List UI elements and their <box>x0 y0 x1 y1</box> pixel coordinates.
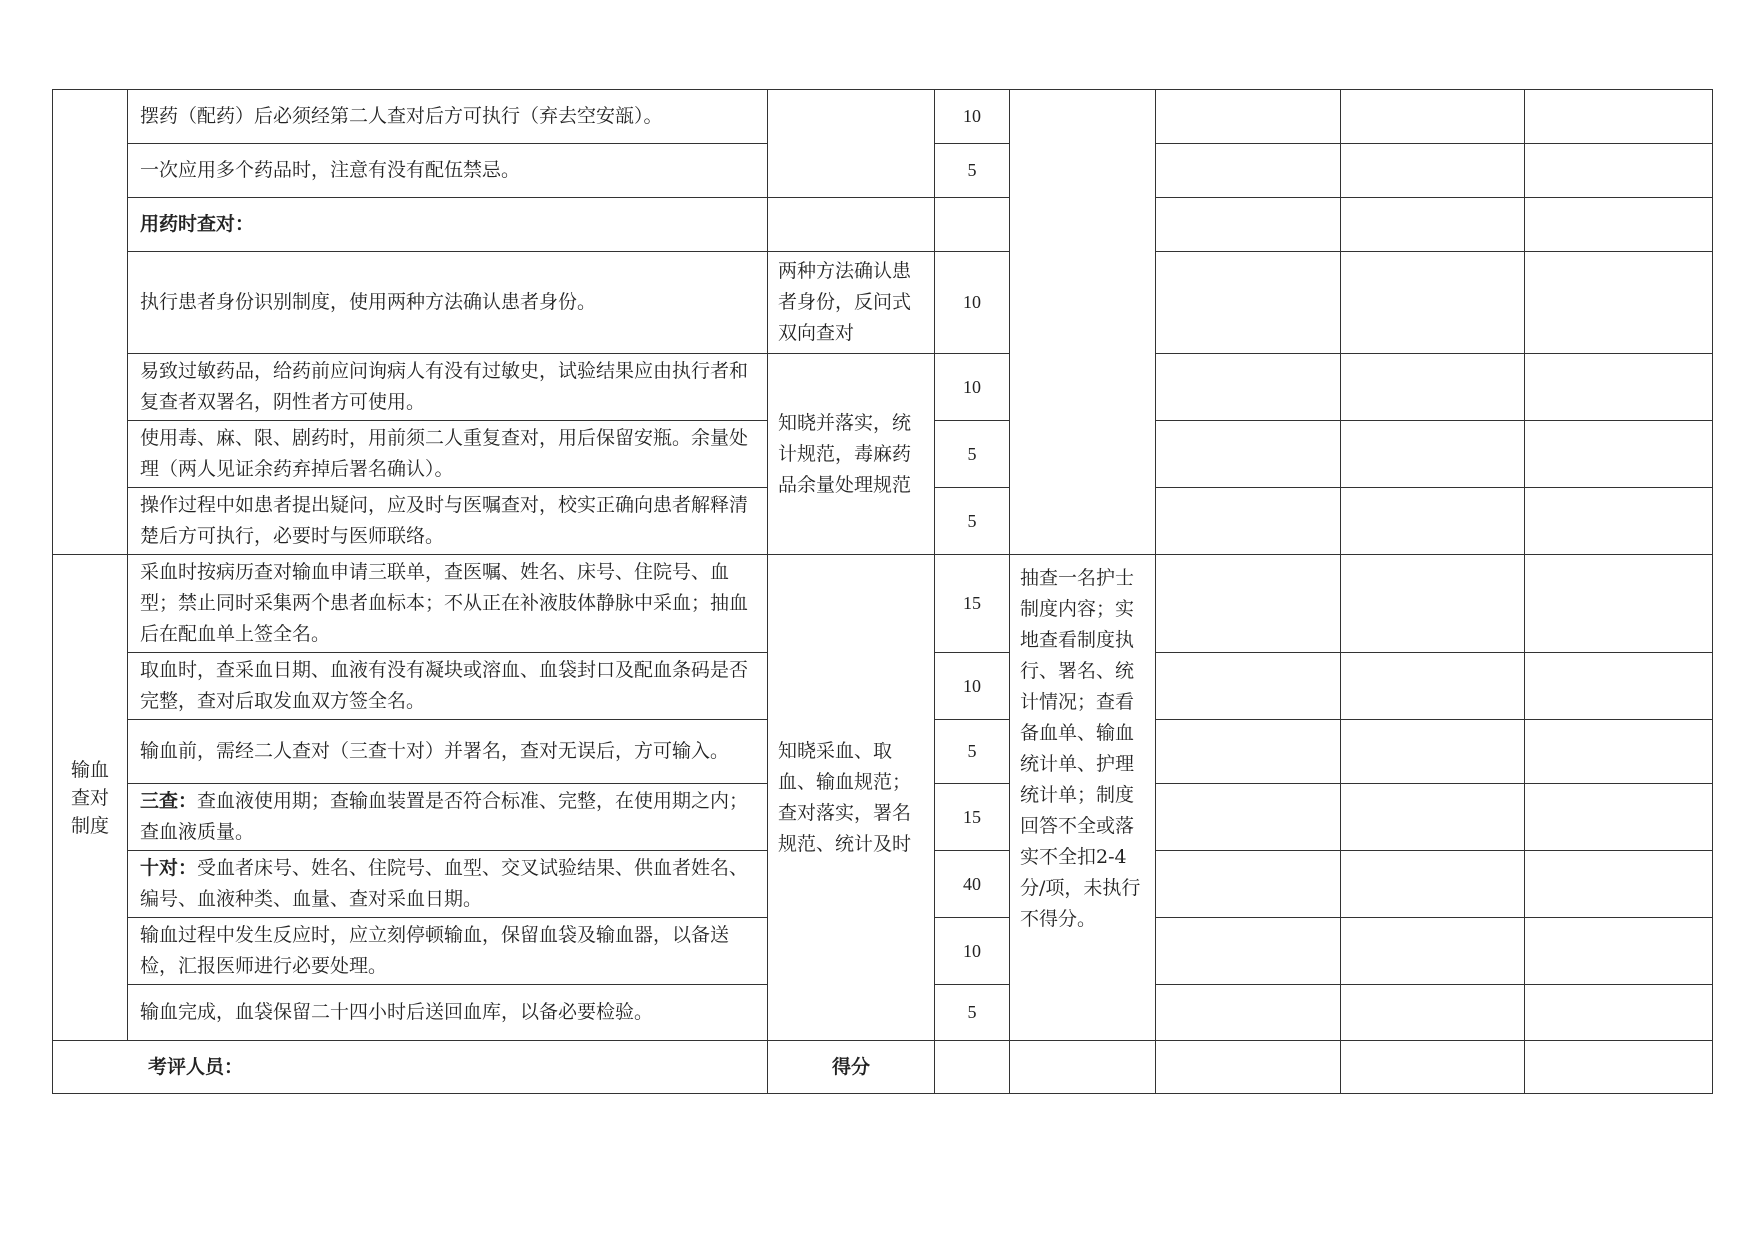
standard-text <box>128 653 768 720</box>
score-cell[interactable] <box>1341 354 1525 421</box>
table-row <box>53 252 1713 354</box>
points-value: 15 <box>935 555 1010 653</box>
points-value: 10 <box>935 653 1010 720</box>
points-value: 5 <box>935 488 1010 555</box>
note-transfusion: 知晓采血、取血、输血规范；查对落实，署名规范、统计及时 <box>768 555 935 1041</box>
standard-text <box>128 851 768 918</box>
score-cell[interactable] <box>1525 851 1713 918</box>
evaluator-label: 考评人员： <box>53 1041 768 1094</box>
score-cell[interactable] <box>1341 784 1525 851</box>
standard-body: 受血者床号、姓名、住院号、血型、交叉试验结果、供血者姓名、编号、血液种类、血量、查对采血日期。 <box>140 857 749 910</box>
score-cell[interactable] <box>1156 421 1341 488</box>
score-cell[interactable] <box>1525 354 1713 421</box>
score-cell[interactable] <box>1156 354 1341 421</box>
score-cell[interactable] <box>1525 90 1713 144</box>
score-cell[interactable] <box>1341 653 1525 720</box>
score-cell[interactable] <box>1341 720 1525 784</box>
standard-text: 操作过程中如患者提出疑问，应及时与医嘱查对，校实正确向患者解释清楚后方可执行，必要时与医师联络。 <box>128 488 768 555</box>
score-cell[interactable] <box>1156 144 1341 198</box>
score-cell[interactable] <box>1156 252 1341 354</box>
score-cell[interactable] <box>1525 1041 1713 1094</box>
score-cell[interactable] <box>1156 488 1341 555</box>
score-cell[interactable] <box>1525 252 1713 354</box>
points-value: 5 <box>935 720 1010 784</box>
score-cell[interactable] <box>1525 918 1713 985</box>
score-cell[interactable] <box>1525 198 1713 252</box>
category-label: 输血查对制度 <box>53 555 128 1041</box>
table-row <box>53 198 1713 252</box>
category-cell-empty <box>53 90 128 555</box>
note-cell-empty <box>768 90 935 198</box>
footer-row <box>53 1041 1713 1094</box>
points-value <box>935 198 1010 252</box>
score-cell[interactable] <box>1525 421 1713 488</box>
table-row <box>53 555 1713 653</box>
note-narcotics: 知晓并落实，统计规范，毒麻药品余量处理规范 <box>768 354 935 555</box>
standard-text <box>128 918 768 985</box>
score-cell[interactable] <box>1156 653 1341 720</box>
score-cell[interactable] <box>1341 918 1525 985</box>
standard-lead: 十对： <box>140 857 198 879</box>
score-cell[interactable] <box>1341 144 1525 198</box>
standard-body: 采血时按病历查对输血申请三联单，查医嘱、姓名、床号、住院号、血型；禁止同时采集两个患者血标本；不从正在补液肢体静脉中采血；抽血后在配血单上签全名。 <box>140 561 749 645</box>
score-cell[interactable] <box>1341 90 1525 144</box>
points-value: 10 <box>935 252 1010 354</box>
score-cell[interactable] <box>1525 985 1713 1041</box>
score-cell[interactable] <box>1341 252 1525 354</box>
score-cell[interactable] <box>1341 488 1525 555</box>
score-cell[interactable] <box>1156 90 1341 144</box>
points-value: 5 <box>935 144 1010 198</box>
score-cell[interactable] <box>1156 784 1341 851</box>
score-cell[interactable] <box>1156 720 1341 784</box>
note-cell-empty <box>768 198 935 252</box>
standard-text <box>128 985 768 1041</box>
score-label: 得分 <box>768 1041 935 1094</box>
standard-text: 使用毒、麻、限、剧药时，用前须二人重复查对，用后保留安瓶。余量处理（两人见证余药弃掉后署名确认）。 <box>128 421 768 488</box>
score-cell[interactable] <box>1341 985 1525 1041</box>
score-cell[interactable] <box>1156 851 1341 918</box>
method-text: 抽查一名护士制度内容；实地查看制度执行、署名、统计情况；查看备血单、输血统计单、护理统计单；制度回答不全或落实不全扣2-4分/项，未执行不得分。 <box>1010 555 1156 1041</box>
score-cell[interactable] <box>1341 555 1525 653</box>
score-cell[interactable] <box>1525 720 1713 784</box>
score-cell[interactable] <box>1156 918 1341 985</box>
standard-text: 一次应用多个药品时，注意有没有配伍禁忌。 <box>128 144 768 198</box>
score-cell[interactable] <box>1341 198 1525 252</box>
points-value: 10 <box>935 90 1010 144</box>
points-value: 40 <box>935 851 1010 918</box>
subsection-heading: 用药时查对： <box>128 198 768 252</box>
standard-text <box>128 720 768 784</box>
table-row <box>53 90 1713 144</box>
score-cell[interactable] <box>1525 144 1713 198</box>
score-cell[interactable] <box>1156 198 1341 252</box>
score-cell[interactable] <box>1341 851 1525 918</box>
score-cell[interactable] <box>1156 555 1341 653</box>
points-value: 10 <box>935 918 1010 985</box>
standard-body: 取血时，查采血日期、血液有没有凝块或溶血、血袋封口及配血条码是否完整，查对后取发血双方签全名。 <box>140 659 749 712</box>
score-cell[interactable] <box>1156 985 1341 1041</box>
standard-lead: 三查： <box>140 790 198 812</box>
score-cell[interactable] <box>1341 1041 1525 1094</box>
standard-text: 执行患者身份识别制度，使用两种方法确认患者身份。 <box>128 252 768 354</box>
points-value: 5 <box>935 985 1010 1041</box>
total-method-cell[interactable] <box>1010 1041 1156 1094</box>
method-cell-empty <box>1010 90 1156 555</box>
standard-text: 摆药（配药）后必须经第二人查对后方可执行（弃去空安瓿）。 <box>128 90 768 144</box>
evaluation-table <box>52 89 1713 1094</box>
score-cell[interactable] <box>1525 784 1713 851</box>
standard-body: 查血液使用期；查输血装置是否符合标准、完整，在使用期之内；查血液质量。 <box>140 790 749 843</box>
score-cell[interactable] <box>1341 421 1525 488</box>
score-cell[interactable] <box>1525 488 1713 555</box>
standard-text <box>128 555 768 653</box>
total-points-cell[interactable] <box>935 1041 1010 1094</box>
score-cell[interactable] <box>1525 653 1713 720</box>
points-value: 10 <box>935 354 1010 421</box>
note-identity: 两种方法确认患者身份，反问式双向查对 <box>768 252 935 354</box>
score-cell[interactable] <box>1525 555 1713 653</box>
standard-body: 输血过程中发生反应时，应立刻停顿输血，保留血袋及输血器，以备送检，汇报医师进行必要处理。 <box>140 924 730 977</box>
score-cell[interactable] <box>1156 1041 1341 1094</box>
standard-body: 输血前，需经二人查对（三查十对）并署名，查对无误后，方可输入。 <box>140 740 730 762</box>
standard-text <box>128 784 768 851</box>
standard-body: 输血完成，血袋保留二十四小时后送回血库，以备必要检验。 <box>140 1001 654 1023</box>
points-value: 15 <box>935 784 1010 851</box>
table-row <box>53 354 1713 421</box>
points-value: 5 <box>935 421 1010 488</box>
standard-text: 易致过敏药品，给药前应问询病人有没有过敏史，试验结果应由执行者和复查者双署名，阴性者方可使用。 <box>128 354 768 421</box>
